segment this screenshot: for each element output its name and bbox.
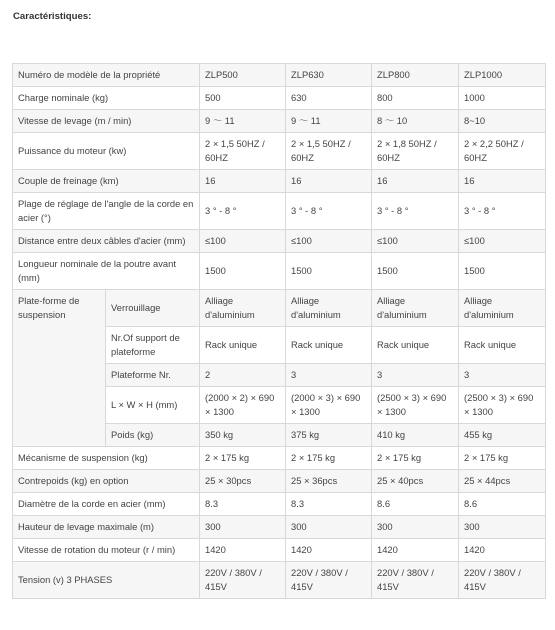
platform-row-label: L × W × H (mm) [106, 387, 200, 424]
row-value-3: 16 [372, 170, 459, 193]
row-value-4: 2 × 2,2 50HZ / 60HZ [459, 133, 546, 170]
row-value-1: 2 × 175 kg [200, 447, 286, 470]
header-label: Numéro de modèle de la propriété [13, 64, 200, 87]
row-value-1: 220V / 380V / 415V [200, 562, 286, 599]
table-row [13, 110, 546, 133]
table-row [13, 170, 546, 193]
row-value-4: 2 × 175 kg [459, 447, 546, 470]
row-value-2: Rack unique [286, 327, 372, 364]
row-label: Contrepoids (kg) en option [13, 470, 200, 493]
platform-group-label: Plate-forme de suspension [13, 290, 106, 447]
row-value-1: 300 [200, 516, 286, 539]
row-value-2: 16 [286, 170, 372, 193]
row-value-3: Alliage d'aluminium [372, 290, 459, 327]
row-value-3: 25 × 40pcs [372, 470, 459, 493]
row-value-2: 3 [286, 364, 372, 387]
row-value-3: 8.6 [372, 493, 459, 516]
row-value-2: 2 × 1,5 50HZ / 60HZ [286, 133, 372, 170]
row-label: Diamètre de la corde en acier (mm) [13, 493, 200, 516]
row-value-1: 2 [200, 364, 286, 387]
row-value-1: 25 × 30pcs [200, 470, 286, 493]
platform-row-label: Poids (kg) [106, 424, 200, 447]
row-value-1: 16 [200, 170, 286, 193]
row-value-4: 8~10 [459, 110, 546, 133]
row-label: Vitesse de rotation du moteur (r / min) [13, 539, 200, 562]
platform-row-label: Verrouillage [106, 290, 200, 327]
row-value-3: 220V / 380V / 415V [372, 562, 459, 599]
platform-row-label: Plateforme Nr. [106, 364, 200, 387]
row-value-2: ≤100 [286, 230, 372, 253]
model-header-3: ZLP800 [372, 64, 459, 87]
row-value-4: Alliage d'aluminium [459, 290, 546, 327]
table-row [13, 193, 546, 230]
table-row [13, 562, 546, 599]
row-label: Plage de réglage de l'angle de la corde en acier (°) [13, 193, 200, 230]
row-value-4: 25 × 44pcs [459, 470, 546, 493]
row-label: Charge nominale (kg) [13, 87, 200, 110]
table-row [13, 516, 546, 539]
row-value-4: 455 kg [459, 424, 546, 447]
row-value-2: 1420 [286, 539, 372, 562]
row-value-2: 300 [286, 516, 372, 539]
row-label: Vitesse de levage (m / min) [13, 110, 200, 133]
table-row [13, 253, 546, 290]
row-label: Puissance du moteur (kw) [13, 133, 200, 170]
row-value-3: ≤100 [372, 230, 459, 253]
row-value-3: 300 [372, 516, 459, 539]
row-value-4: 1500 [459, 253, 546, 290]
row-value-3: 3 [372, 364, 459, 387]
row-label: Mécanisme de suspension (kg) [13, 447, 200, 470]
row-value-3: 2 × 175 kg [372, 447, 459, 470]
row-value-2: 2 × 175 kg [286, 447, 372, 470]
row-value-4: 300 [459, 516, 546, 539]
row-value-4: 16 [459, 170, 546, 193]
row-value-4: 8.6 [459, 493, 546, 516]
row-value-3: (2500 × 3) × 690 × 1300 [372, 387, 459, 424]
table-header-row [13, 64, 546, 87]
row-value-1: ≤100 [200, 230, 286, 253]
row-value-4: 1420 [459, 539, 546, 562]
row-value-1: (2000 × 2) × 690 × 1300 [200, 387, 286, 424]
row-value-3: 1500 [372, 253, 459, 290]
row-value-1: Rack unique [200, 327, 286, 364]
row-value-4: 3 ° - 8 ° [459, 193, 546, 230]
table-row [13, 493, 546, 516]
row-value-4: (2500 × 3) × 690 × 1300 [459, 387, 546, 424]
table-row [13, 230, 546, 253]
row-value-2: 220V / 380V / 415V [286, 562, 372, 599]
row-value-1: Alliage d'aluminium [200, 290, 286, 327]
model-header-1: ZLP500 [200, 64, 286, 87]
table-row [13, 87, 546, 110]
row-value-4: ≤100 [459, 230, 546, 253]
table-row [13, 290, 546, 327]
row-label: Tension (v) 3 PHASES [13, 562, 200, 599]
model-header-4: ZLP1000 [459, 64, 546, 87]
row-label: Couple de freinage (km) [13, 170, 200, 193]
table-row [13, 539, 546, 562]
row-value-1: 2 × 1,5 50HZ / 60HZ [200, 133, 286, 170]
table-row [13, 447, 546, 470]
specifications-table [12, 63, 546, 599]
row-value-1: 1500 [200, 253, 286, 290]
row-value-1: 8.3 [200, 493, 286, 516]
row-label: Distance entre deux câbles d'acier (mm) [13, 230, 200, 253]
row-value-4: 3 [459, 364, 546, 387]
row-value-4: Rack unique [459, 327, 546, 364]
row-value-4: 1000 [459, 87, 546, 110]
row-value-3: Rack unique [372, 327, 459, 364]
row-value-2: 1500 [286, 253, 372, 290]
row-value-3: 3 ° - 8 ° [372, 193, 459, 230]
page-heading: Caractéristiques: [13, 11, 92, 22]
row-value-3: 410 kg [372, 424, 459, 447]
row-value-2: 9 ～ 11 [286, 110, 372, 133]
row-value-2: Alliage d'aluminium [286, 290, 372, 327]
row-value-1: 3 ° - 8 ° [200, 193, 286, 230]
platform-row-label: Nr.Of support de plateforme [106, 327, 200, 364]
row-value-2: 3 ° - 8 ° [286, 193, 372, 230]
row-value-1: 9 ～ 11 [200, 110, 286, 133]
row-value-1: 500 [200, 87, 286, 110]
row-value-2: 630 [286, 87, 372, 110]
row-value-2: 375 kg [286, 424, 372, 447]
table-row [13, 133, 546, 170]
row-value-3: 1420 [372, 539, 459, 562]
row-value-1: 1420 [200, 539, 286, 562]
row-label: Hauteur de levage maximale (m) [13, 516, 200, 539]
row-value-3: 2 × 1,8 50HZ / 60HZ [372, 133, 459, 170]
row-value-4: 220V / 380V / 415V [459, 562, 546, 599]
row-value-1: 350 kg [200, 424, 286, 447]
table-row [13, 470, 546, 493]
row-value-2: 8.3 [286, 493, 372, 516]
row-label: Longueur nominale de la poutre avant (mm) [13, 253, 200, 290]
row-value-2: (2000 × 3) × 690 × 1300 [286, 387, 372, 424]
row-value-2: 25 × 36pcs [286, 470, 372, 493]
row-value-3: 8 ～ 10 [372, 110, 459, 133]
model-header-2: ZLP630 [286, 64, 372, 87]
row-value-3: 800 [372, 87, 459, 110]
